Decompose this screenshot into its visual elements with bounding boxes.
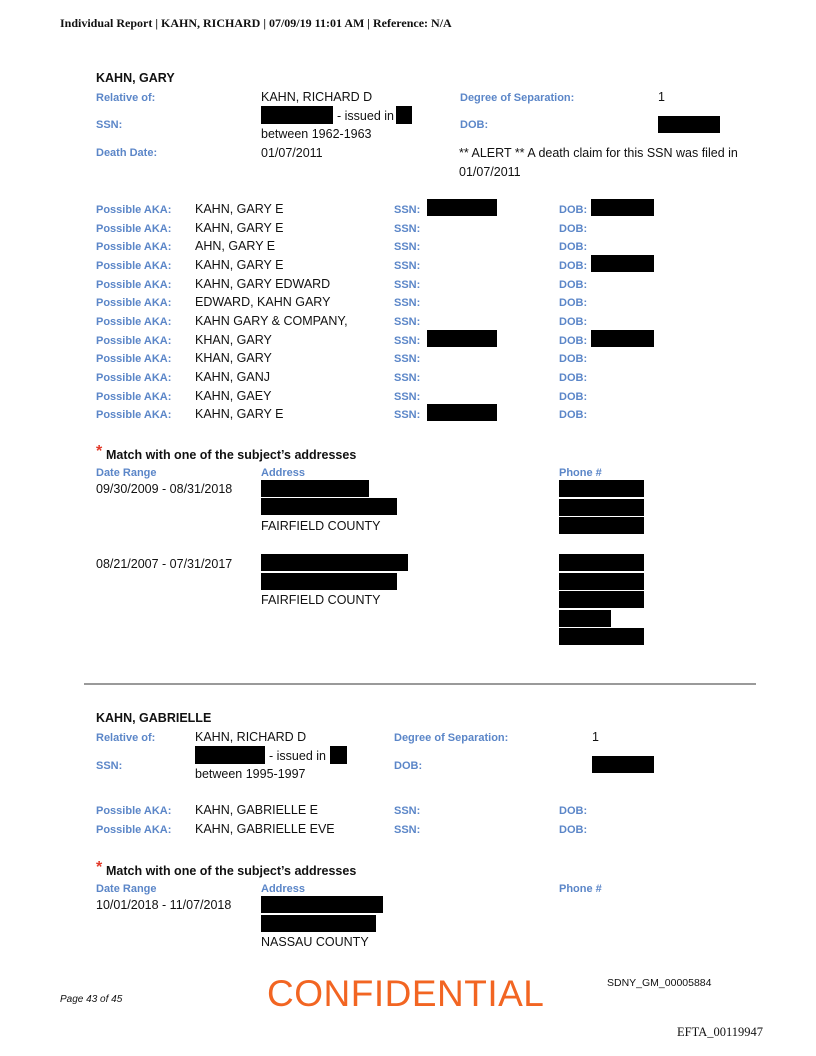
aka-dob-label: DOB: bbox=[559, 353, 588, 365]
aka-label: Possible AKA: bbox=[96, 260, 172, 272]
aka-value: KAHN, GARY E bbox=[195, 202, 284, 216]
redaction-box bbox=[261, 915, 376, 932]
aka-dob-label: DOB: bbox=[559, 335, 588, 347]
aka-label: Possible AKA: bbox=[96, 335, 172, 347]
confidential-stamp: CONFIDENTIAL bbox=[267, 973, 545, 1014]
address-date-range: 10/01/2018 - 11/07/2018 bbox=[96, 898, 232, 912]
ssn-between-text: between 1995-1997 bbox=[195, 767, 306, 781]
aka-ssn-label: SSN: bbox=[394, 260, 421, 272]
aka-dob-label: DOB: bbox=[559, 241, 588, 253]
aka-ssn-label: SSN: bbox=[394, 824, 421, 836]
aka-ssn-label: SSN: bbox=[394, 204, 421, 216]
degree-label: Degree of Separation: bbox=[460, 92, 575, 104]
aka-ssn-label: SSN: bbox=[394, 391, 421, 403]
match-star: * bbox=[96, 443, 103, 460]
redaction-box bbox=[559, 480, 644, 497]
address-date-range: 09/30/2009 - 08/31/2018 bbox=[96, 482, 233, 496]
redaction-box bbox=[427, 404, 497, 421]
report-header: Individual Report | KAHN, RICHARD | 07/09/19 11:01 AM | Reference: N/A bbox=[60, 16, 452, 30]
redaction-box bbox=[261, 896, 383, 913]
aka-dob-label: DOB: bbox=[559, 805, 588, 817]
aka-dob-label: DOB: bbox=[559, 409, 588, 421]
aka-label: Possible AKA: bbox=[96, 316, 172, 328]
address-county: NASSAU COUNTY bbox=[261, 935, 369, 949]
ssn-issued-text: - issued in bbox=[337, 109, 394, 123]
redaction-box bbox=[559, 517, 644, 534]
section-divider bbox=[84, 683, 756, 685]
address-date-range: 08/21/2007 - 07/31/2017 bbox=[96, 557, 233, 571]
aka-dob-label: DOB: bbox=[559, 824, 588, 836]
degree-label: Degree of Separation: bbox=[394, 732, 509, 744]
aka-dob-label: DOB: bbox=[559, 204, 588, 216]
redaction-box bbox=[591, 330, 654, 347]
redaction-box bbox=[559, 591, 644, 608]
aka-dob-label: DOB: bbox=[559, 391, 588, 403]
aka-value: KAHN, GARY EDWARD bbox=[195, 277, 331, 291]
aka-dob-label: DOB: bbox=[559, 279, 588, 291]
ssn-between-text: between 1962-1963 bbox=[261, 127, 372, 141]
dob-label: DOB: bbox=[394, 760, 423, 772]
aka-dob-label: DOB: bbox=[559, 297, 588, 309]
aka-label: Possible AKA: bbox=[96, 353, 172, 365]
address-county: FAIRFIELD COUNTY bbox=[261, 519, 381, 533]
date-range-header: Date Range bbox=[96, 467, 157, 479]
aka-ssn-label: SSN: bbox=[394, 805, 421, 817]
redaction-box bbox=[559, 573, 644, 590]
aka-value: KHAN, GARY bbox=[195, 351, 272, 365]
aka-value: KAHN, GABRIELLE E bbox=[195, 803, 318, 817]
aka-ssn-label: SSN: bbox=[394, 279, 421, 291]
aka-dob-label: DOB: bbox=[559, 223, 588, 235]
aka-ssn-label: SSN: bbox=[394, 372, 421, 384]
aka-value: AHN, GARY E bbox=[195, 239, 276, 253]
aka-label: Possible AKA: bbox=[96, 391, 172, 403]
dob-label: DOB: bbox=[460, 119, 489, 131]
death-date-value: 01/07/2011 bbox=[261, 146, 323, 160]
aka-ssn-label: SSN: bbox=[394, 409, 421, 421]
match-heading: Match with one of the subject’s addresses bbox=[106, 448, 357, 462]
aka-ssn-label: SSN: bbox=[394, 353, 421, 365]
aka-ssn-label: SSN: bbox=[394, 241, 421, 253]
date-range-header: Date Range bbox=[96, 883, 157, 895]
redaction-box bbox=[261, 573, 397, 590]
ssn-label: SSN: bbox=[96, 760, 123, 772]
phone-header: Phone # bbox=[559, 467, 602, 479]
aka-ssn-label: SSN: bbox=[394, 335, 421, 347]
aka-label: Possible AKA: bbox=[96, 409, 172, 421]
redaction-box bbox=[658, 116, 720, 133]
aka-dob-label: DOB: bbox=[559, 316, 588, 328]
aka-value: KAHN, GARY E bbox=[195, 258, 284, 272]
redaction-box bbox=[592, 756, 654, 773]
address-county: FAIRFIELD COUNTY bbox=[261, 593, 381, 607]
redaction-box bbox=[195, 746, 265, 764]
aka-ssn-label: SSN: bbox=[394, 316, 421, 328]
redaction-box bbox=[559, 610, 611, 627]
match-heading: Match with one of the subject’s addresses bbox=[106, 864, 357, 878]
aka-value: KAHN GARY & COMPANY, bbox=[195, 314, 348, 328]
aka-value: KHAN, GARY bbox=[195, 333, 272, 347]
aka-value: KAHN, GARY E bbox=[195, 407, 284, 421]
death-alert-date: 01/07/2011 bbox=[459, 165, 521, 179]
aka-label: Possible AKA: bbox=[96, 241, 172, 253]
aka-dob-label: DOB: bbox=[559, 372, 588, 384]
redaction-box bbox=[261, 106, 333, 124]
person-name: KAHN, GARY bbox=[96, 71, 175, 85]
degree-value: 1 bbox=[592, 730, 599, 744]
aka-label: Possible AKA: bbox=[96, 223, 172, 235]
redaction-box bbox=[559, 554, 644, 571]
redaction-box bbox=[559, 628, 644, 645]
address-header: Address bbox=[261, 883, 306, 895]
redaction-box bbox=[591, 199, 654, 216]
aka-value: KAHN, GANJ bbox=[195, 370, 271, 384]
match-star: * bbox=[96, 859, 103, 876]
aka-ssn-label: SSN: bbox=[394, 297, 421, 309]
redaction-box bbox=[330, 746, 347, 764]
redaction-box bbox=[591, 255, 654, 272]
redaction-box bbox=[427, 330, 497, 347]
page-number: Page 43 of 45 bbox=[60, 994, 123, 1005]
person-name: KAHN, GABRIELLE bbox=[96, 711, 212, 725]
death-alert-text: ** ALERT ** A death claim for this SSN was filed in bbox=[459, 146, 738, 160]
aka-value: EDWARD, KAHN GARY bbox=[195, 295, 331, 309]
aka-value: KAHN, GARY E bbox=[195, 221, 284, 235]
aka-dob-label: DOB: bbox=[559, 260, 588, 272]
aka-label: Possible AKA: bbox=[96, 824, 172, 836]
ssn-label: SSN: bbox=[96, 119, 123, 131]
aka-label: Possible AKA: bbox=[96, 297, 172, 309]
redaction-box bbox=[261, 498, 397, 515]
address-header: Address bbox=[261, 467, 306, 479]
degree-value: 1 bbox=[658, 90, 665, 104]
aka-value: KAHN, GAEY bbox=[195, 389, 272, 403]
redaction-box bbox=[396, 106, 412, 124]
relative-of-value: KAHN, RICHARD D bbox=[261, 90, 373, 104]
aka-ssn-label: SSN: bbox=[394, 223, 421, 235]
aka-value: KAHN, GABRIELLE EVE bbox=[195, 822, 335, 836]
redaction-box bbox=[427, 199, 497, 216]
phone-header: Phone # bbox=[559, 883, 602, 895]
relative-of-value: KAHN, RICHARD D bbox=[195, 730, 307, 744]
redaction-box bbox=[559, 499, 644, 516]
redaction-box bbox=[261, 554, 408, 571]
relative-of-label: Relative of: bbox=[96, 92, 156, 104]
bates-number: SDNY_GM_00005884 bbox=[607, 977, 712, 989]
aka-label: Possible AKA: bbox=[96, 805, 172, 817]
ssn-issued-text: - issued in bbox=[269, 749, 326, 763]
redaction-box bbox=[261, 480, 369, 497]
aka-label: Possible AKA: bbox=[96, 279, 172, 291]
relative-of-label: Relative of: bbox=[96, 732, 156, 744]
efta-number: EFTA_00119947 bbox=[677, 1025, 764, 1039]
aka-label: Possible AKA: bbox=[96, 204, 172, 216]
death-date-label: Death Date: bbox=[96, 147, 158, 159]
aka-label: Possible AKA: bbox=[96, 372, 172, 384]
